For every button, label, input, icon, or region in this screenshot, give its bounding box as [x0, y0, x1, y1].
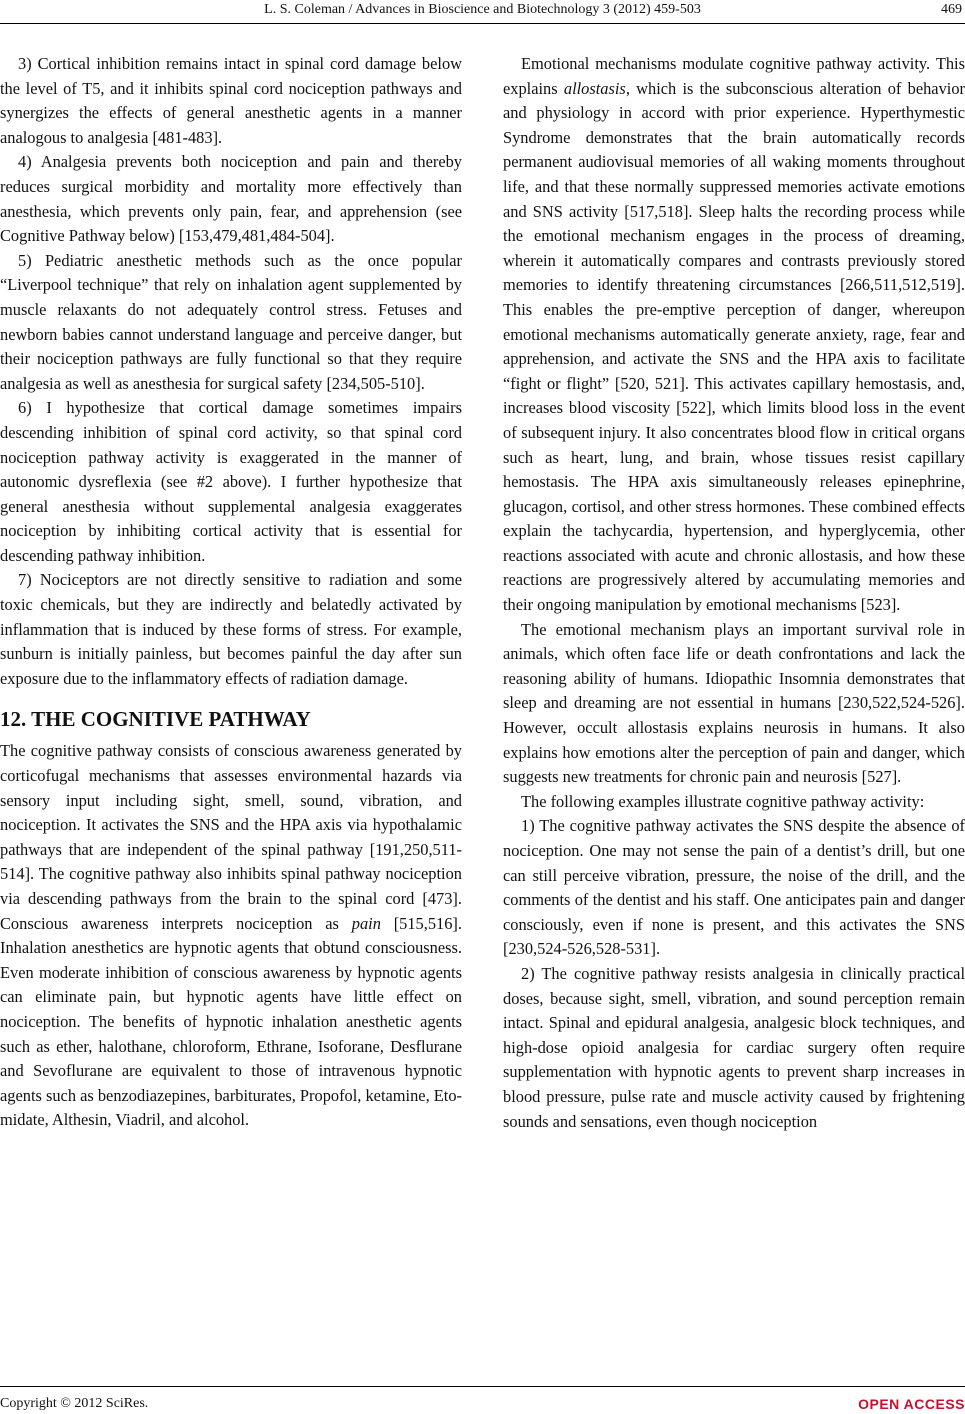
open-access-label: OPEN ACCESS: [858, 1396, 965, 1412]
text-run: , which is the subconscious alteration of behavior and physiology in accord with prior experience. Hyperthymestic Syndrome demonstrates that the brain automatically records permanent audiovisual memories of all waking moments throughout life, and that these normally suppressed memories activate emotions and SNS activity [517,518]. Sleep halts the recording process while the emotional mechanism engages in the process of dreaming, wherein it automatically compares and contrasts previously stored memories to identify threatening circumstances [266,511,512,519]. This enables the pre-emptive perception of danger, whereupon emotional mechanisms automatically generate anxiety, rage, fear and apprehension, and activate the SNS and the HPA axis to facilitate “fight or flight” [520, 521]. This activates capillary hemostasis, and, increases blood viscosity [522], which limits blood loss in the event of subsequent injury. It also concentrates blood flow in critical organs such as heart, lung, and brain, whose tissues resist capillary hemostasis. The HPA axis simultaneously releases epinephrine, glucagon, cortisol, and other stress hormones. These combined effects explain the tachycardia, hypertension, and hyperglycemia, other reactions associated with acute and chronic allostasis, and how these reactions are progressively altered by accumulating memories and their ongoing manipulation by emotional mechanisms [523].: [503, 78, 965, 615]
left-column: [0, 52, 462, 1133]
page-footer: [0, 1386, 965, 1412]
paragraph-emotional-mechanisms: [503, 52, 965, 618]
paragraph-cortical-inhibition: 3) Cortical inhibition remains intact in spinal cord damage below the level of T5, and it inhibits spinal cord nociception pathways and synergizes the effects of general anesthetic agents in a manner analogous to analgesia [481-483].: [0, 54, 462, 147]
emphasis-allostasis: allostasis: [563, 78, 626, 98]
paragraph-analgesia: 4) Analgesia prevents both nociception and pain and thereby reduces surgical morbidity and mortality more effectively than anesthesia, which prevents only pain, fear, and apprehension (see Cognitive Pathway below) [153,479,481,484-504].: [0, 152, 462, 246]
paragraph-example-2: 2) The cognitive pathway resists analgesia in clinically practical doses, because sight, smell, vibration, and sound perception remain intact. Spinal and epidural analgesia, analgesic block techniques, and high-dose opioid analgesia for cardiac surgery often require supplementation with hypnotic agents to prevent sharp increases in blood pressure, pulse rate and muscle activity caused by frightening sounds and sensations, even though nociception: [503, 963, 965, 1131]
running-header: [0, 2, 965, 24]
paragraph-examples-intro: The following examples illustrate cognitive pathway activity:: [521, 791, 925, 811]
paragraph-hypothesis: 6) I hypothesize that cortical damage sometimes impairs descending inhibition of spinal cord activity, so that spinal cord nociception pathway activity is exaggerated in the manner of autonomic dysreflexia (see #2 above). I further hypothesize that general anesthesia without supplemental analgesia exaggerates nociception by inhibiting cortical activity that is essential for descending pathway inhibition.: [0, 398, 462, 565]
section-heading: 12. THE COGNITIVE PATHWAY: [0, 707, 311, 732]
emphasis-pain: pain: [351, 913, 381, 933]
paragraph-pediatric: 5) Pediatric anesthetic methods such as the once popular “Liverpool technique” that rely on inhalation agent supplemented by muscle relaxants do not adequately control stress. Fetuses and newborn babies cannot understand language and perceive danger, but their nociception pathways are fully functional so that they require analgesia as well as anesthesia for surgical safety [234,505-510].: [0, 250, 462, 393]
paragraph-example-1: 1) The cognitive pathway activates the SNS despite the absence of nociception. One may not sense the pain of a dentist’s drill, but one can still perceive vibration, pressure, the noise of the drill, and the comments of the dentist and his staff. One anticipates pain and danger consciously, even if none is present, and this activates the SNS [230,524-526,528-531].: [503, 816, 965, 959]
paragraph-cognitive-pathway: [0, 739, 462, 1133]
text-run: The cognitive pathway consists of conscious awareness generated by corticofugal mechanisms that assesses environmental hazards via sensory input including sight, smell, sound, vibration, and nociception. It activates the SNS and the HPA axis via hypothalamic pathways that are independent of the spinal pathway [191,250,511-514]. The cognitive pathway also inhibits spinal pathway nociception via descending pathways from the brain to the spinal cord [473]. Conscious awareness interprets nociception as: [0, 741, 462, 933]
journal-citation: L. S. Coleman / Advances in Bioscience and Biotechnology 3 (2012) 459-503: [264, 2, 701, 17]
footer-rule: [0, 1386, 965, 1387]
page-number: 469: [941, 2, 962, 17]
header-rule: [0, 23, 965, 24]
paragraph-nociceptors: 7) Nociceptors are not directly sensitive to radiation and some toxic chemicals, but they are indirectly and belatedly activated by inflammation that is induced by these forms of stress. For example, sunburn is initially painless, but becomes painful the day after sun exposure due to the inflammatory effects of radiation damage.: [0, 570, 462, 688]
right-column: [503, 52, 965, 1134]
paragraph-survival-role: The emotional mechanism plays an important survival role in animals, which often face life or death confrontations and lack the reasoning ability of humans. Idiopathic Insomnia demonstrates that sleep and dreaming are not essential in humans [230,522,524-526]. However, occult allostasis explains neurosis in humans. It also explains how emotions alter the perception of pain and danger, which suggests new treatments for chronic pain and neurosis [527].: [503, 619, 965, 787]
text-run: Emotional mechanisms modulate cognitive pathway activity. This explains: [503, 54, 965, 98]
copyright-notice: Copyright © 2012 SciRes.: [0, 1396, 149, 1411]
text-run: [515,516]. Inhalation anesthetics are hypnotic agents that obtund consciousness. Even moderate inhibition of conscious awareness by hypnotic agents can eliminate pain, but hypnotic agents have little effect on nociception. The benefits of hypnotic inhalation anesthetic agents such as ether, halothane, chloroform, Ethrane, Isoforane, Desflurane and Sevoflurane are equivalent to those of intravenous hypnotic agents such as benzodiazepines, barbiturates, Propofol, ketamine, Etomidate, Althesin, Viadril, and alcohol.: [0, 913, 462, 1130]
